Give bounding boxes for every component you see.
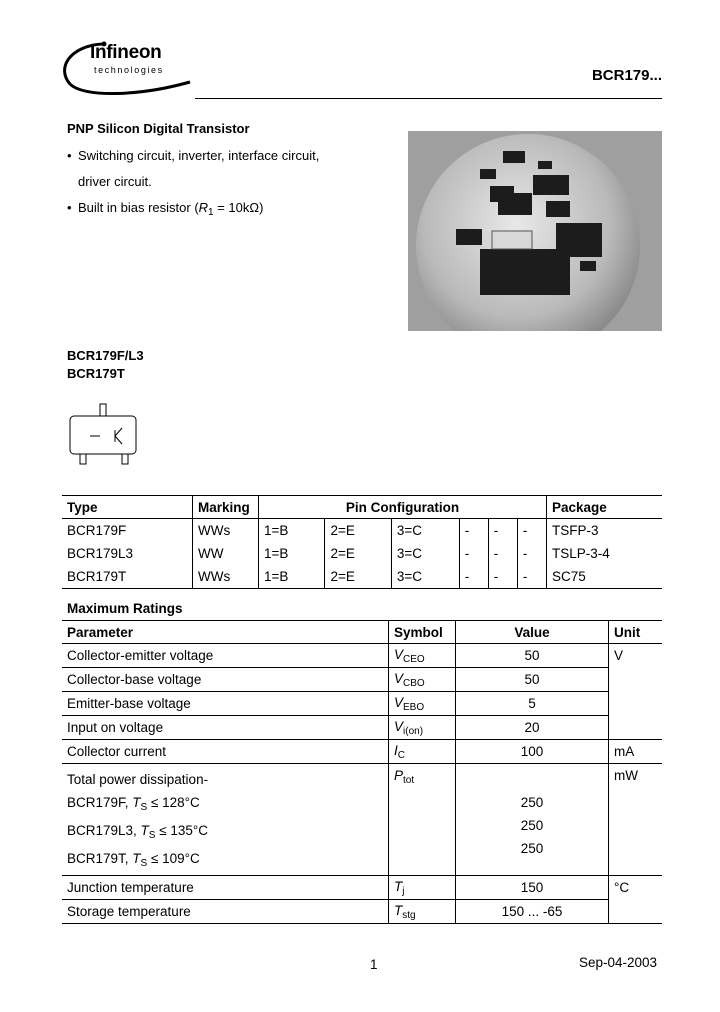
col-header-pin-config: Pin Configuration	[259, 496, 547, 519]
variant-label: BCR179T	[67, 366, 125, 381]
header-rule	[195, 98, 662, 99]
part-number: BCR179...	[591, 67, 662, 84]
table-row: Input on voltage $V_{i(on)}$ 20	[62, 716, 662, 740]
feature-item: • Built in bias resistor $(R_1 = 10k\Omega)$	[67, 195, 319, 226]
package-table	[62, 495, 662, 589]
table-row: BCR179F WWs 1=B 2=E 3=C - - - TSFP-3	[62, 519, 662, 543]
table-row: Storage temperature $T_{stg}$ 150 ... -65	[62, 900, 662, 924]
table-row: Emitter-base voltage $V_{EBO}$ 5	[62, 692, 662, 716]
document-date: Sep-04-2003	[578, 955, 657, 970]
table-row: Collector-base voltage $V_{CBO}$ 50	[62, 668, 662, 692]
table-row: BCR179L3 WW 1=B 2=E 3=C - - - TSLP-3-4	[62, 542, 662, 565]
table-row-power: Total power dissipation- BCR179F, $T_S \le 128^\circ C$ BCR179L3, $T_S \le 135^\circ C$ BCR179T, $T_S \le 109^\circ C$ $P_{tot}$ 250 250 250 mW	[62, 764, 662, 876]
infineon-logo	[60, 38, 200, 98]
table-row: Collector-emitter voltage $V_{CEO}$ 50 V	[62, 644, 662, 668]
feature-list	[67, 143, 319, 226]
logo-tagline: technologies	[94, 65, 164, 75]
package-outline-drawing	[60, 396, 150, 476]
col-header-parameter: Parameter	[62, 621, 389, 644]
table-header-row	[62, 496, 662, 519]
table-header-row	[62, 621, 662, 644]
table-row: Junction temperature $T_j$ 150 °C	[62, 876, 662, 900]
variant-list	[67, 347, 144, 383]
feature-item: • Switching circuit, inverter, interface circuit,	[67, 143, 319, 169]
col-header-unit: Unit	[609, 621, 663, 644]
page-number: 1	[370, 957, 378, 972]
section-title: Maximum Ratings	[67, 601, 183, 616]
logo-wordmark: Infineon	[90, 42, 162, 63]
table-row: BCR179T WWs 1=B 2=E 3=C - - - SC75	[62, 565, 662, 589]
package-photo	[408, 131, 662, 331]
variant-label: BCR179F/L3	[67, 348, 144, 363]
col-header-type: Type	[62, 496, 193, 519]
col-header-value: Value	[456, 621, 609, 644]
ratings-table	[62, 620, 662, 924]
col-header-marking: Marking	[193, 496, 259, 519]
col-header-symbol: Symbol	[389, 621, 456, 644]
col-header-package: Package	[547, 496, 663, 519]
feature-item-continuation: driver circuit.	[78, 174, 152, 189]
package-photo-image	[408, 131, 662, 331]
product-heading: PNP Silicon Digital Transistor	[67, 121, 250, 136]
table-row: Collector current $I_C$ 100 mA	[62, 740, 662, 764]
